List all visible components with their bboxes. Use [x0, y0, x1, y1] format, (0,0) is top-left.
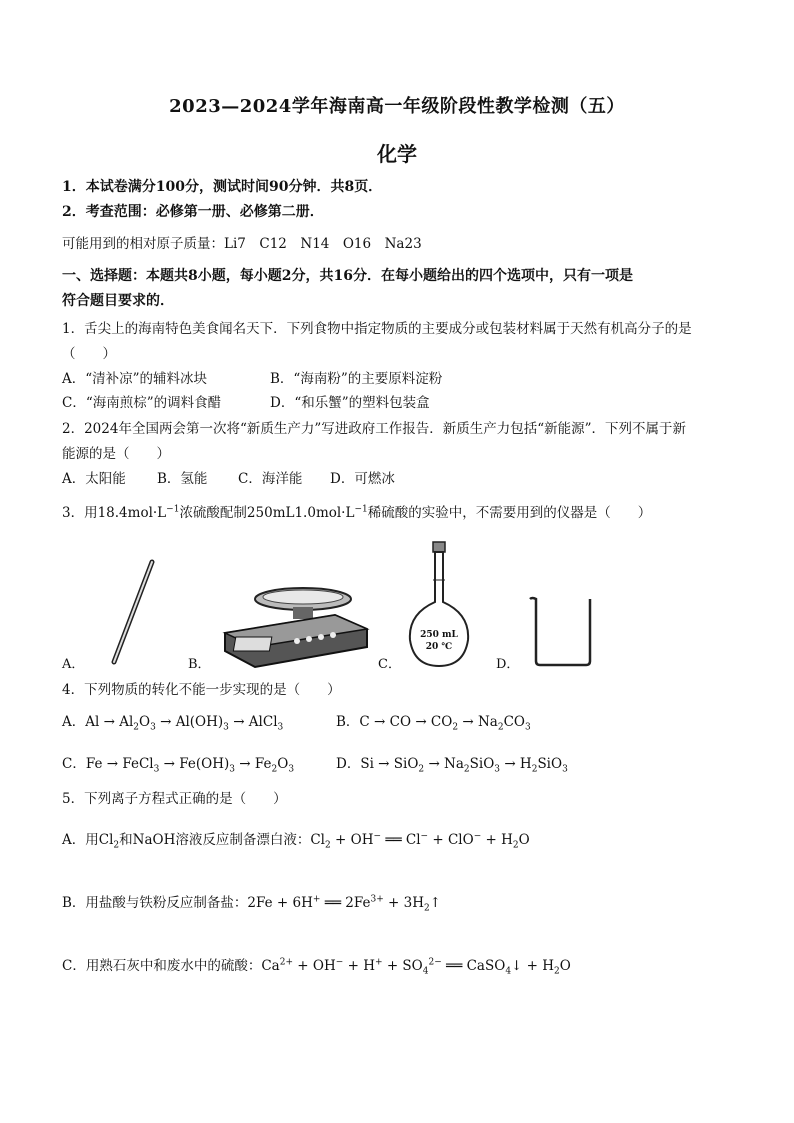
q4-option-d: D．$Si \to SiO_2 \to Na_2SiO_3 \to H_2SiO_3$	[336, 756, 568, 775]
q2-option-a: A．太阳能	[62, 471, 126, 487]
q1-option-a: A．“清补凉”的辅料冰块	[62, 371, 208, 387]
exam-title: 2023—2024学年海南高一年级阶段性教学检测（五）	[169, 96, 625, 117]
atomic-mass: 可能用到的相对原子质量：Li7 C12 N14 O16 Na23	[62, 236, 422, 252]
flask-label: 250 mL 20 ℃	[420, 630, 458, 652]
q1-stem-2: （ ）	[62, 346, 116, 362]
q4-option-a: A．$Al \to Al_2O_3 \to Al(OH)_3$ → AlCl$_3$	[62, 714, 284, 733]
q1-option-b: B．“海南粉”的主要原料淀粉	[270, 371, 443, 387]
q1-option-d: D．“和乐蟹”的塑料包装盒	[270, 395, 430, 411]
q4-option-c: C．Fe → FeCl$_3$ → $Fe(OH)_3 \to Fe_2O_3$	[62, 756, 295, 775]
note-2: 2．考查范围：必修第一册、必修第二册．	[62, 204, 324, 220]
glass-rod-icon	[100, 558, 160, 668]
q1-option-c: C．“海南煎棕”的调料食醋	[62, 395, 222, 411]
q1-stem: 1．舌尖上的海南特色美食闻名天下．下列食物中指定物质的主要成分或包装材料属于天然有机高分子的是	[62, 321, 692, 337]
q3-option-a: A．	[62, 657, 85, 672]
q3-option-b: B．	[188, 657, 211, 672]
section1-line1: 一、选择题：本题共8小题，每小题2分，共16分．在每小题给出的四个选项中，只有一项是	[62, 268, 633, 284]
q3-stem: 3．用$18.4mol\cdot L^{-1}$浓硫酸配制$250mL1.0mol\cdot L^{-1}$稀硫酸的实验中，不需要用到的仪器是（ ）	[62, 504, 652, 521]
q5-stem: 5．下列离子方程式正确的是（ ）	[62, 791, 287, 807]
q2-stem: 2．2024年全国两会第一次将“新质生产力”写进政府工作报告．新质生产力包括“新能源”．下列不属于新	[62, 421, 687, 437]
exam-subject: 化学	[377, 142, 417, 166]
q5-option-a: A．用$Cl_2$和NaOH溶液反应制备漂白液：$Cl_2 + OH^-$ ══ $Cl^- + ClO^- + H_2O$	[62, 831, 530, 851]
q5-option-c: C．用熟石灰中和废水中的硫酸：$Ca^{2+} + OH^- + H^+ + SO_4^{2-}$ ══ CaSO$_4$↓ + $H_2O$	[62, 957, 571, 977]
electronic-balance-icon	[215, 585, 370, 670]
q4-stem: 4．下列物质的转化不能一步实现的是（ ）	[62, 682, 341, 698]
q5-option-b: B．用盐酸与铁粉反应制备盐：2Fe + 6H+ ══ $2Fe^{3+}$ + $3H_2↑$	[62, 894, 442, 914]
section1-line2: 符合题目要求的．	[62, 293, 174, 309]
q3-option-c: C．	[378, 657, 401, 672]
q4-option-b: B．C → CO → $CO_2 \to Na_2CO_3$	[336, 714, 531, 733]
note-1: 1．本试卷满分100分，测试时间90分钟．共8页．	[62, 179, 383, 195]
beaker-icon	[528, 595, 596, 667]
q2-stem-2: 能源的是（ ）	[62, 446, 170, 462]
q2-option-b: B．氢能	[157, 471, 208, 487]
q2-option-d: D．可燃冰	[330, 471, 395, 487]
q3-option-d: D．	[496, 657, 520, 672]
q2-option-c: C．海洋能	[238, 471, 303, 487]
